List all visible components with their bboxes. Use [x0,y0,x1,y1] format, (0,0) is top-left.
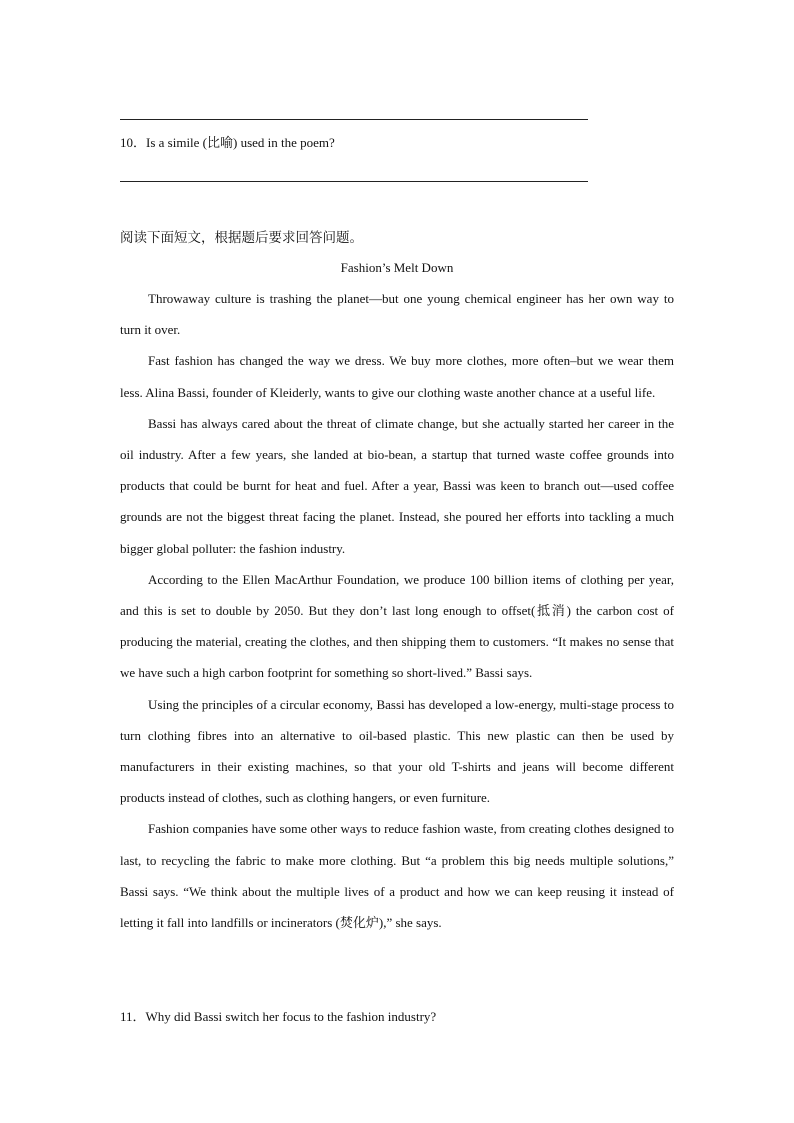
paragraph-4: According to the Ellen MacArthur Foundation, we produce 100 billion items of clothing per year, and this is set to double by 2050. But they don’t last long enough to offset(抵消) the carbon cost of producing the material, creating the clothes, and then shipping them to customers. “It makes no sense that we have such a high carbon footprint for something so short-lived.” Bassi says. [120,571,674,681]
paragraph-5: Using the principles of a circular economy, Bassi has developed a low-energy, multi-stage process to turn clothing fibres into an alternative to oil-based plastic. This new plastic can then be used by manufacturers in their existing machines, so that your old T-shirts and jeans will become different products instead of clothes, such as clothing hangers, or even furniture. [120,696,674,806]
question-10: 10．Is a simile (比喻) used in the poem? [120,135,335,150]
paragraph-1: Throwaway culture is trashing the planet—but one young chemical engineer has her own way to turn it over. [120,291,674,338]
answer-line [120,181,588,182]
question-11: 11．Why did Bassi switch her focus to the fashion industry? [120,1009,437,1024]
article-body [120,283,674,938]
paragraph-2: Fast fashion has changed the way we dress. We buy more clothes, more often–but we wear them less. Alina Bassi, founder of Kleiderly, wants to give our clothing waste another chance at a useful life. [120,353,674,400]
article-title: Fashion’s Melt Down [340,260,454,275]
paragraph-3: Bassi has always cared about the threat of climate change, but she actually started her career in the oil industry. After a few years, she landed at bio-bean, a startup that turned waste coffee grounds into products that could be burnt for heat and fuel. After a year, Bassi was keen to branch out—used coffee grounds are not the biggest threat facing the planet. Instead, she poured her efforts into tackling a much bigger global polluter: the fashion industry. [120,415,674,556]
paragraph-6: Fashion companies have some other ways to reduce fashion waste, from creating clothes designed to last, to recycling the fabric to make more clothing. But “a problem this big needs multiple solutions,” Bassi says. “We think about the multiple lives of a product and how we can keep reusing it instead of letting it fall into landfills or incinerators (焚化炉),” she says. [120,821,674,931]
reading-instruction: 阅读下面短文，根据题后要求回答问题。 [120,230,363,246]
answer-line [120,119,588,120]
